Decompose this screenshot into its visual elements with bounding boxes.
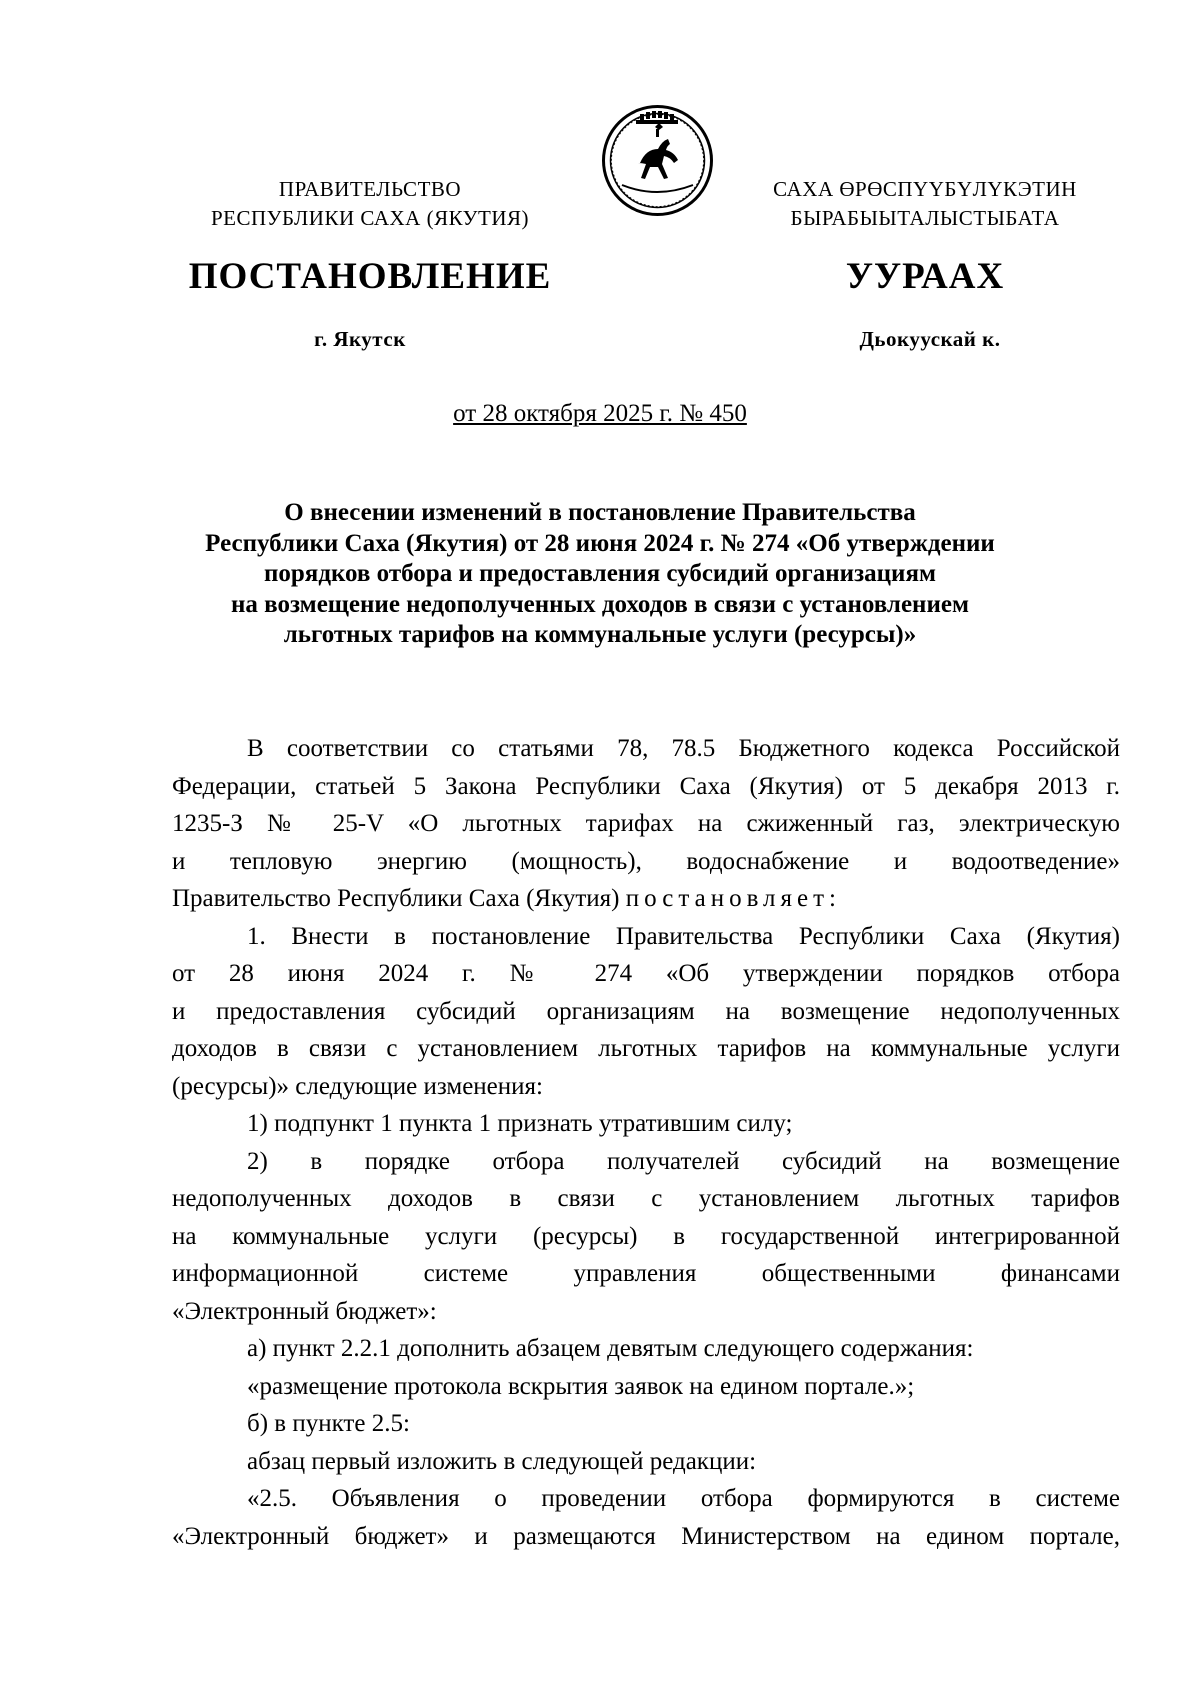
body-line: б) в пункте 2.5: <box>247 1410 410 1437</box>
document-body <box>172 730 1120 1555</box>
body-line: и тепловую энергию (мощность), водоснабжение и водоотведение» <box>172 847 1120 875</box>
body-line: абзац первый изложить в следующей редакции: <box>247 1447 757 1475</box>
document-type-russian: ПОСТАНОВЛЕНИЕ <box>188 256 552 297</box>
org-name-line: ПРАВИТЕЛЬСТВО <box>278 177 462 201</box>
org-name-line: РЕСПУБЛИКИ САХА (ЯКУТИЯ) <box>210 206 530 230</box>
org-name-russian <box>170 175 570 233</box>
body-line: 1235-З № 25-V «О льготных тарифах на сжиженный газ, электрическую <box>172 810 1120 837</box>
document-type-sakha: УУРААХ <box>845 256 1005 297</box>
body-line: 1) подпункт 1 пункта 1 признать утратившим силу; <box>247 1110 793 1137</box>
document-title <box>150 498 1050 651</box>
body-line: информационной системе управления общественными финансами <box>172 1260 1120 1287</box>
body-line: (ресурсы)» следующие изменения: <box>172 1072 543 1100</box>
city-sakha: Дьокуускай к. <box>859 327 1001 351</box>
title-line: О внесении изменений в постановление Правительства <box>284 499 916 526</box>
body-line: «Электронный бюджет» и размещаются Министерством на едином портале, <box>172 1522 1120 1550</box>
body-line: «Электронный бюджет»: <box>172 1297 437 1325</box>
title-line: на возмещение недополученных доходов в связи с установлением <box>231 590 969 618</box>
title-line: льготных тарифов на коммунальные услуги (ресурсы)» <box>283 621 917 648</box>
body-line: «размещение протокола вскрытия заявок на едином портале.»; <box>247 1372 915 1400</box>
org-name-sakha <box>730 175 1120 233</box>
body-line: 2) в порядке отбора получателей субсидий на возмещение <box>247 1147 1120 1175</box>
org-name-line: БЫРАБЫЫТАЛЫСТЫБАТА <box>790 206 1060 230</box>
body-line: доходов в связи с установлением льготных тарифов на коммунальные услуги <box>172 1035 1120 1062</box>
body-line: В соответствии со статьями 78, 78.5 Бюджетного кодекса Российской <box>247 735 1120 762</box>
date-number-text: от 28 октября 2025 г. № 450 <box>453 400 747 427</box>
city-russian: г. Якутск <box>314 327 406 351</box>
body-text: Правительство Республики Саха (Якутия) <box>172 885 626 912</box>
body-line: 1. Внести в постановление Правительства Республики Саха (Якутия) <box>247 922 1120 950</box>
body-line: недополученных доходов в связи с установлением льготных тарифов <box>172 1185 1120 1212</box>
body-line: Федерации, статьей 5 Закона Республики Саха (Якутия) от 5 декабря 2013 г. <box>172 772 1120 800</box>
title-line: Республики Саха (Якутия) от 28 июня 2024 г. № 274 «Об утверждении <box>205 529 995 557</box>
body-line: а) пункт 2.2.1 дополнить абзацем девятым следующего содержания: <box>247 1335 974 1362</box>
body-line <box>172 880 1120 918</box>
body-line: от 28 июня 2024 г. № 274 «Об утверждении порядков отбора <box>172 960 1120 987</box>
document-date-number <box>300 400 900 428</box>
decree-verb: постановляет: <box>625 885 841 912</box>
title-line: порядков отбора и предоставления субсидий организациям <box>263 560 936 587</box>
body-line: и предоставления субсидий организациям на возмещение недополученных <box>172 997 1120 1025</box>
body-line: «2.5. Объявления о проведении отбора формируются в системе <box>247 1485 1120 1512</box>
org-name-line: САХА ӨРӨСПҮҮБҮЛҮКЭТИН <box>773 177 1077 201</box>
coat-of-arms-emblem <box>600 103 715 218</box>
body-line: на коммунальные услуги (ресурсы) в государственной интегрированной <box>172 1222 1120 1250</box>
